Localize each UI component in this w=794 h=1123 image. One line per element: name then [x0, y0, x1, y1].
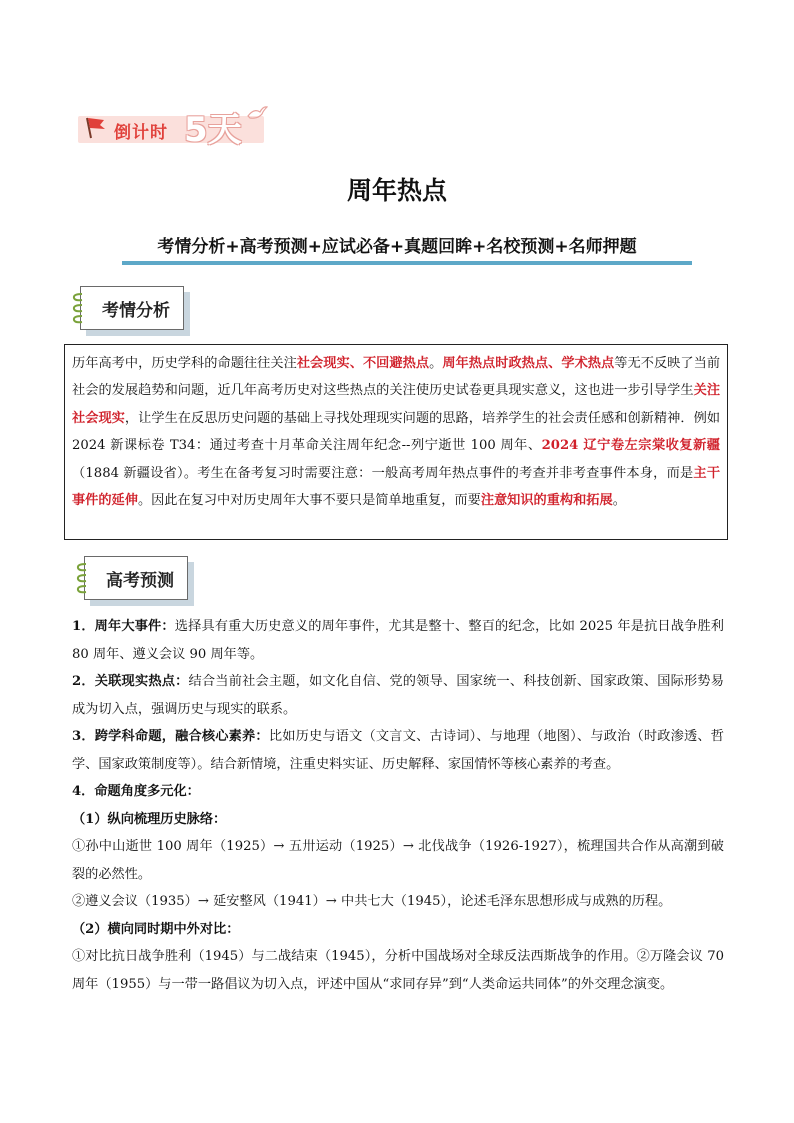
countdown-label: 倒计时 [114, 123, 168, 143]
analysis-box [64, 344, 728, 540]
analysis-highlight: 主干事件的延伸 [72, 465, 721, 509]
sub-heading-text: （1）纵向梳理历史脉络： [72, 811, 227, 827]
sub-item: ②遵义会议（1935）→ 延安整风（1941）→ 中共七大（1945），论述毛泽东思想形成与成熟的历程。 [72, 894, 672, 909]
analysis-text: （1884 新疆设省）。考生在备考复习时需要注意：一般高考周年热点事件的考查并非考查事件本身，而是 [72, 465, 694, 481]
analysis-text: 。 [612, 493, 626, 509]
prediction-content [72, 613, 724, 998]
countdown-banner [78, 106, 264, 150]
sub-heading-2 [72, 916, 724, 944]
item-text: 比如历史与语文（文言文、古诗词）、与地理（地图）、与政治（时政渗透、哲学、国家政策制度等）。结合新情境，注重史料实证、历史解释、家国情怀等核心素养的考查。 [72, 729, 724, 772]
section-heading-analysis [80, 286, 184, 330]
page-subtitle: 考情分析+高考预测+应试必备+真题回眸+名校预测+名师押题 [157, 237, 637, 257]
prediction-item-4 [72, 778, 724, 806]
analysis-text: 。因此在复习中对历史周年大事不要只是简单地重复，而要 [137, 493, 481, 509]
sub-heading-text: （2）横向同时期中外对比： [72, 921, 240, 937]
flag-icon [82, 114, 108, 140]
sub-heading-1 [72, 806, 724, 834]
analysis-text: 。 [429, 356, 443, 371]
item-text: 结合当前社会主题，如文化自信、党的领导、国家统一、科技创新、国家政策、国际形势易成为切入点，强调历史与现实的联系。 [72, 674, 724, 717]
item-text: 选择具有重大历史意义的周年事件，尤其是整十、整百的纪念，比如 2025 年是抗日战争胜利 80 周年、遵义会议 90 周年等。 [72, 619, 724, 662]
analysis-highlight: 周年热点时政热点、学术热点 [442, 356, 615, 371]
sub-item: ①对比抗日战争胜利（1945）与二战结束（1945），分析中国战场对全球反法西斯战争的作用。②万隆会议 70 周年（1955）与一带一路倡议为切入点，评述中国从“求同存异”到“人类命运共同体”的外交理念演变。 [72, 949, 724, 992]
prediction-item-1 [72, 613, 724, 668]
analysis-highlight: 2024 辽宁卷左宗棠收复新疆 [541, 438, 720, 454]
analysis-text: ，让学生在反思历史问题的基础上寻找处理现实问题的思路，培养学生的社会责任感和创新精神．例如 2024 新课标卷 T34：通过考查十月革命关注周年纪念--列宁逝世 100 周年、 [72, 410, 721, 454]
analysis-highlight: 关注社会现实 [72, 383, 721, 426]
binder-rings-icon [70, 291, 86, 325]
item-heading: 4．命题角度多元化： [72, 784, 200, 799]
subtitle-underline [122, 261, 692, 265]
item-heading: 3．跨学科命题，融合核心素养： [72, 729, 269, 744]
section-heading-prediction [84, 556, 188, 600]
analysis-highlight: 注意知识的重构和拓展 [480, 493, 613, 509]
page-title: 周年热点 [346, 176, 447, 205]
analysis-text: 等无不反映了当前社会的发展趋势和问题，近几年高考历史对这些热点的关注使历史试卷更具现实意义，这也进一步引导学生 [72, 356, 721, 399]
section-title-prediction: 高考预测 [106, 571, 174, 591]
analysis-text: 历年高考中，历史学科的命题往往关注 [72, 356, 297, 371]
binder-rings-icon [74, 561, 90, 595]
item-heading: 2．关联现实热点： [72, 674, 189, 689]
analysis-highlight: 社会现实、不回避热点 [296, 356, 430, 371]
countdown-days: 5天 [184, 110, 242, 150]
section-title-analysis: 考情分析 [102, 301, 170, 321]
analysis-paragraph [72, 350, 720, 514]
prediction-item-3 [72, 723, 724, 778]
sub-item: ①孙中山逝世 100 周年（1925）→ 五卅运动（1925）→ 北伐战争（1926-1927），梳理国共合作从高潮到破裂的必然性。 [72, 839, 724, 882]
item-heading: 1．周年大事件： [72, 619, 175, 634]
dove-icon [246, 104, 268, 122]
prediction-item-2 [72, 668, 724, 723]
